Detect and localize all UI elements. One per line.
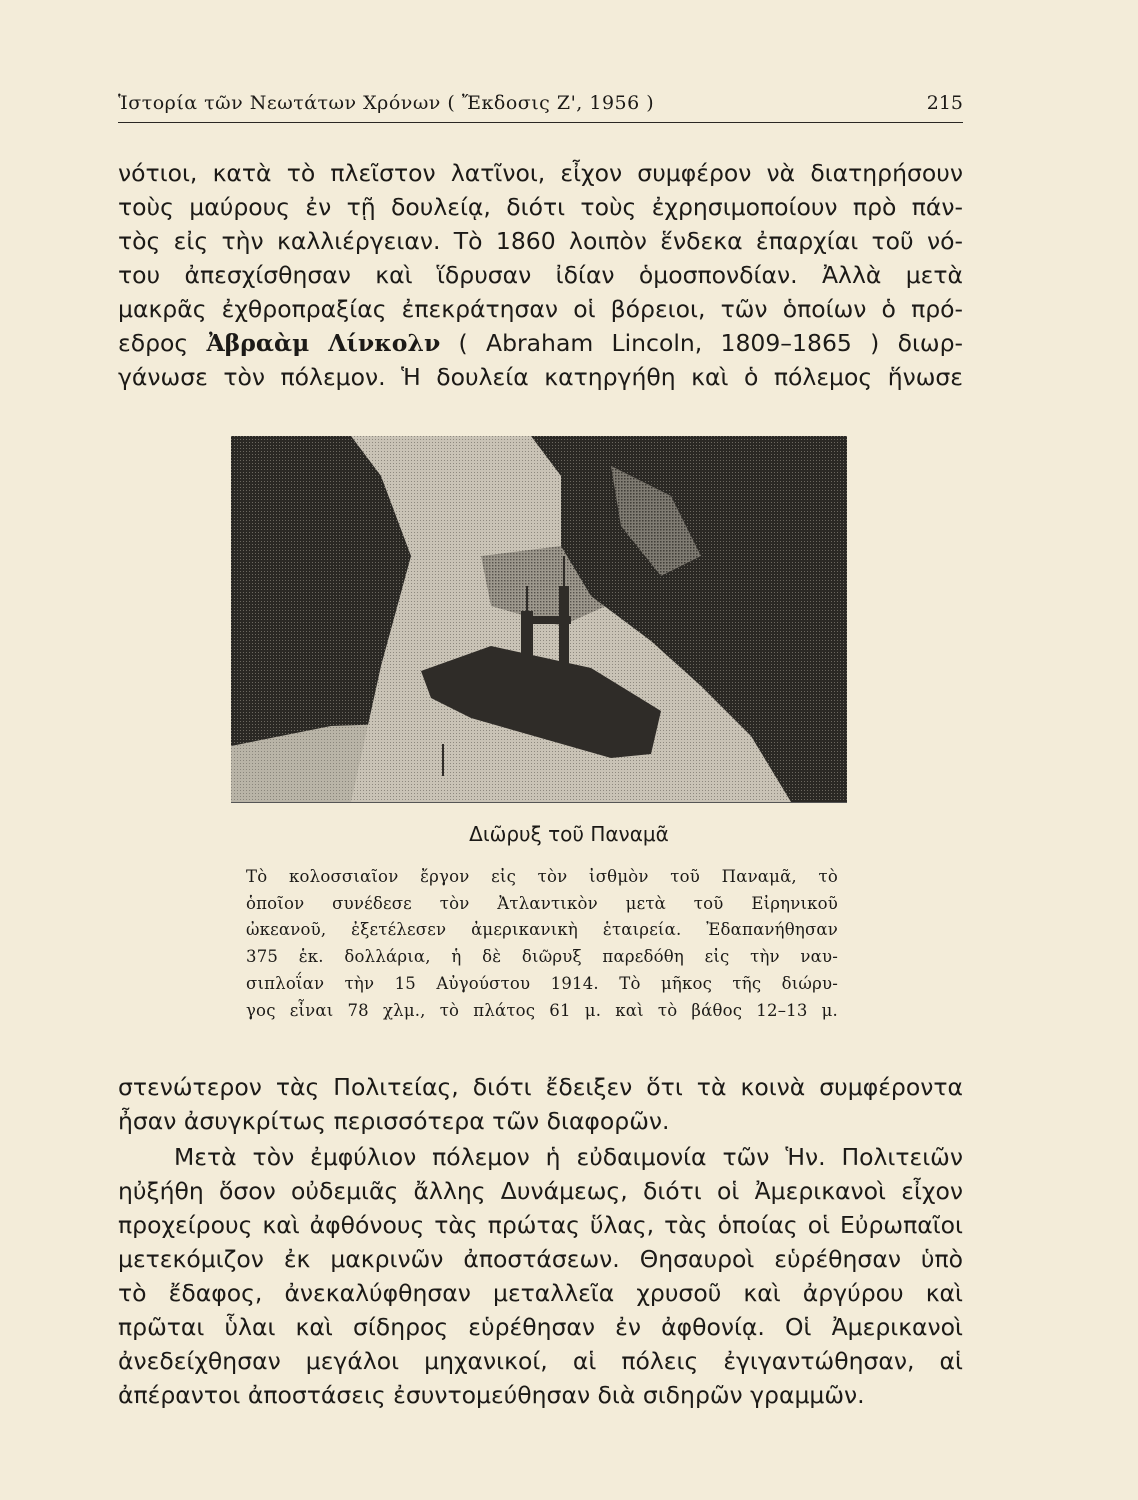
figure-caption (246, 864, 838, 1024)
page-number: 215 (926, 92, 963, 114)
text-run: ( Abraham Lincoln, 1809–1865 ) διωρ- (440, 329, 964, 357)
paragraph-2 (118, 1070, 963, 1138)
text-line-lincoln (118, 326, 963, 360)
text-line: μετεκόμιζον ἐκ μακρινῶν ἀποστάσεων. Θησαυροὶ εὑρέθησαν ὑπὸ (118, 1245, 963, 1273)
text-line: πρῶται ὗλαι καὶ σίδηρος εὑρέθησαν ἐν ἀφθονίᾳ. Οἱ Ἀμερικανοὶ (118, 1313, 963, 1341)
paragraph-3 (118, 1140, 963, 1412)
text-line: μακρᾶς ἐχθροπραξίας ἐπεκράτησαν οἱ βόρειοι, τῶν ὁποίων ὁ πρό- (118, 295, 963, 323)
panama-canal-photo (231, 436, 847, 803)
text-line: στενώτερον τὰς Πολιτείας, διότι ἔδειξεν ὅτι τὰ κοινὰ συμφέροντα (118, 1073, 963, 1101)
caption-line: Τὸ κολοσσιαῖον ἔργον εἰς τὸν ἰσθμὸν τοῦ Παναμᾶ, τὸ (246, 867, 838, 886)
figure-title: Διῶρυξ τοῦ Παναμᾶ (469, 822, 669, 846)
paragraph-1 (118, 156, 963, 394)
text-line: τὸς εἰς τὴν καλλιέργειαν. Τὸ 1860 λοιπὸν ἕνδεκα ἐπαρχίαι τοῦ νό- (118, 227, 963, 255)
caption-line: ὠκεανοῦ, ἐξετέλεσεν ἀμερικανικὴ ἑταιρεία. Ἐδαπανήθησαν (246, 920, 838, 940)
caption-line: ὁποῖον συνέδεσε τὸν Ἀτλαντικὸν μετὰ τοῦ Εἰρηνικοῦ (246, 893, 838, 913)
text-line: Μετὰ τὸν ἐμφύλιον πόλεμον ἡ εὐδαιμονία τῶν Ἡν. Πολιτειῶν (174, 1143, 963, 1171)
text-run: εδρος (118, 329, 207, 357)
caption-line: σιπλοΐαν τὴν 15 Αὐγούστου 1914. Τὸ μῆκος τῆς διώρυ- (246, 973, 838, 993)
caption-line: γος εἶναι 78 χλμ., τὸ πλάτος 61 μ. καὶ τὸ βάθος 12–13 μ. (246, 1000, 838, 1020)
text-line: ἀνεδείχθησαν μεγάλοι μηχανικοί, αἱ πόλεις ἐγιγαντώθησαν, αἱ (118, 1347, 963, 1375)
header-title: Ἱστορία τῶν Νεωτάτων Χρόνων ( Ἔκδοσις Ζ', 1956 ) (118, 92, 655, 114)
text-line: ἦσαν ἀσυγκρίτως περισσότερα τῶν διαφορῶν. (118, 1107, 670, 1135)
text-line: γάνωσε τὸν πόλεμον. Ἡ δουλεία κατηργήθη καὶ ὁ πόλεμος ἥνωσε (118, 363, 963, 391)
text-line: προχείρους καὶ ἀφθόνους τὰς πρώτας ὕλας, τὰς ὁποίας οἱ Εὐρωπαῖοι (118, 1211, 963, 1239)
running-header (118, 86, 963, 123)
caption-line: 375 ἑκ. δολλάρια, ἡ δὲ διῶρυξ παρεδόθη εἰς τὴν ναυ- (246, 947, 838, 967)
text-line: του ἀπεσχίσθησαν καὶ ἵδρυσαν ἰδίαν ὁμοσπονδίαν. Ἀλλὰ μετὰ (118, 261, 963, 289)
text-line: ἀπέραντοι ἀποστάσεις ἐσυντομεύθησαν διὰ σιδηρῶν γραμμῶν. (118, 1381, 865, 1409)
text-line: τοὺς μαύρους ἐν τῇ δουλείᾳ, διότι τοὺς ἐχρησιμοποίουν πρὸ πάν- (118, 193, 963, 221)
photo-illustration (231, 436, 847, 802)
text-line: ηὐξήθη ὅσον οὐδεμιᾶς ἄλλης Δυνάμεως, διότι οἱ Ἀμερικανοὶ εἶχον (118, 1177, 963, 1205)
text-line: νότιοι, κατὰ τὸ πλεῖστον λατῖνοι, εἶχον συμφέρον νὰ διατηρήσουν (118, 159, 963, 187)
text-line: τὸ ἔδαφος, ἀνεκαλύφθησαν μεταλλεῖα χρυσοῦ καὶ ἀργύρου καὶ (118, 1279, 963, 1307)
lincoln-name-bold: Ἀβραὰμ Λίνκολν (206, 329, 441, 357)
